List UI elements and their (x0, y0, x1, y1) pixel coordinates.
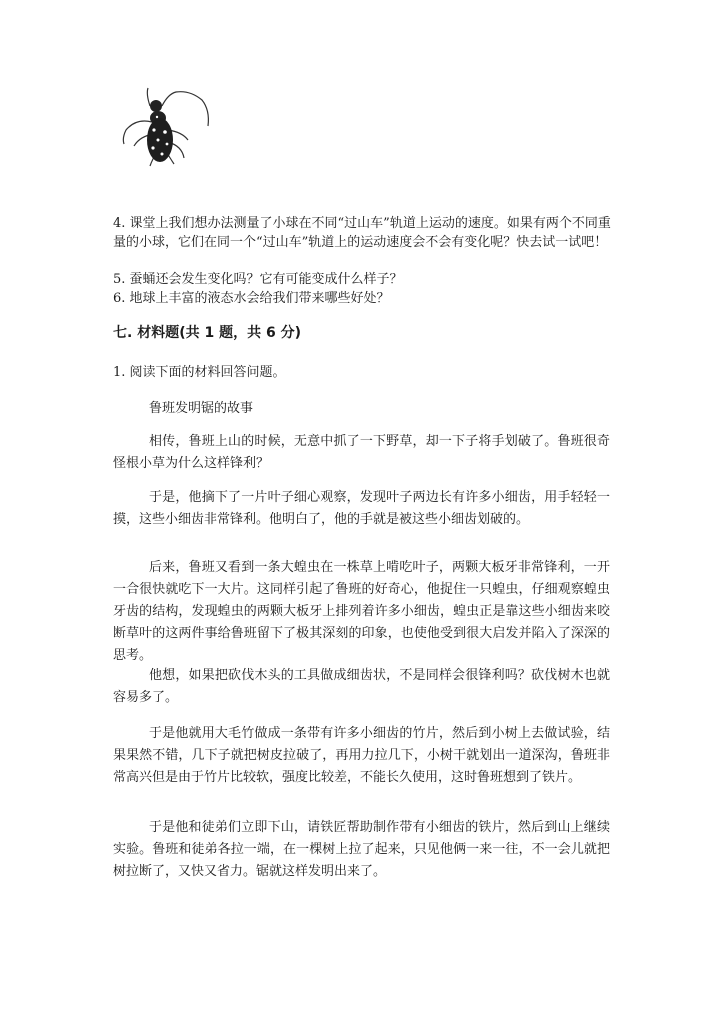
question-6: 6. 地球上丰富的液态水会给我们带来哪些好处？ (113, 291, 390, 306)
story-paragraph-3: 后来，鲁班又看到一条大蝗虫在一株草上啃吃叶子，两颗大板牙非常锋利，一开一合很快就吃下一大片。这同样引起了鲁班的好奇心，他捉住一只蝗虫，仔细观察蝗虫牙齿的结构，发现蝗虫的两颗大板牙上排列着许多小细齿，蝗虫正是靠这些小细齿来咬断草叶的这两件事给鲁班留下了极其深刻的印象，也使他受到很大启发并陷入了深深的思考。 (113, 560, 610, 663)
story-paragraph-5: 于是他就用大毛竹做成一条带有许多小细齿的竹片，然后到小树上去做试验，结果果然不错，几下子就把树皮拉破了，再用力拉几下，小树干就划出一道深沟，鲁班非常高兴但是由于竹片比较软，强度比较差，不能长久使用，这时鲁班想到了铁片。 (113, 726, 610, 785)
story-paragraph-6: 于是他和徒弟们立即下山，请铁匠帮助制作带有小细齿的铁片，然后到山上继续实验。鲁班和徒弟各拉一端，在一棵树上拉了起来，只见他俩一来一往，不一会儿就把树拉断了，又快又省力。锯就这样发明出来了。 (113, 820, 610, 879)
beetle-illustration (118, 84, 218, 170)
material-question: 1. 阅读下面的材料回答问题。 (113, 365, 286, 380)
story-title: 鲁班发明锯的故事 (149, 401, 254, 416)
story-paragraph-1: 相传，鲁班上山的时候，无意中抓了一下野草，却一下子将手划破了。鲁班很奇怪根小草为什么这样锋利？ (113, 434, 610, 471)
story-paragraph-2: 于是，他摘下了一片叶子细心观察，发现叶子两边长有许多小细齿，用手轻轻一摸，这些小细齿非常锋利。他明白了，他的手就是被这些小细齿划破的。 (113, 490, 610, 527)
section-title: 七. 材料题(共 1 题，共 6 分) (113, 325, 301, 341)
question-5: 5. 蚕蛹还会发生变化吗？它有可能变成什么样子？ (113, 272, 403, 287)
story-paragraph-4: 他想，如果把砍伐木头的工具做成细齿状，不是同样会很锋利吗？砍伐树木也就容易多了。 (113, 668, 610, 705)
question-4: 4. 课堂上我们想办法测量了小球在不同“过山车”轨道上运动的速度。如果有两个不同重量的小球，它们在同一个“过山车”轨道上的运动速度会不会有变化呢？快去试一试吧！ (113, 216, 611, 250)
